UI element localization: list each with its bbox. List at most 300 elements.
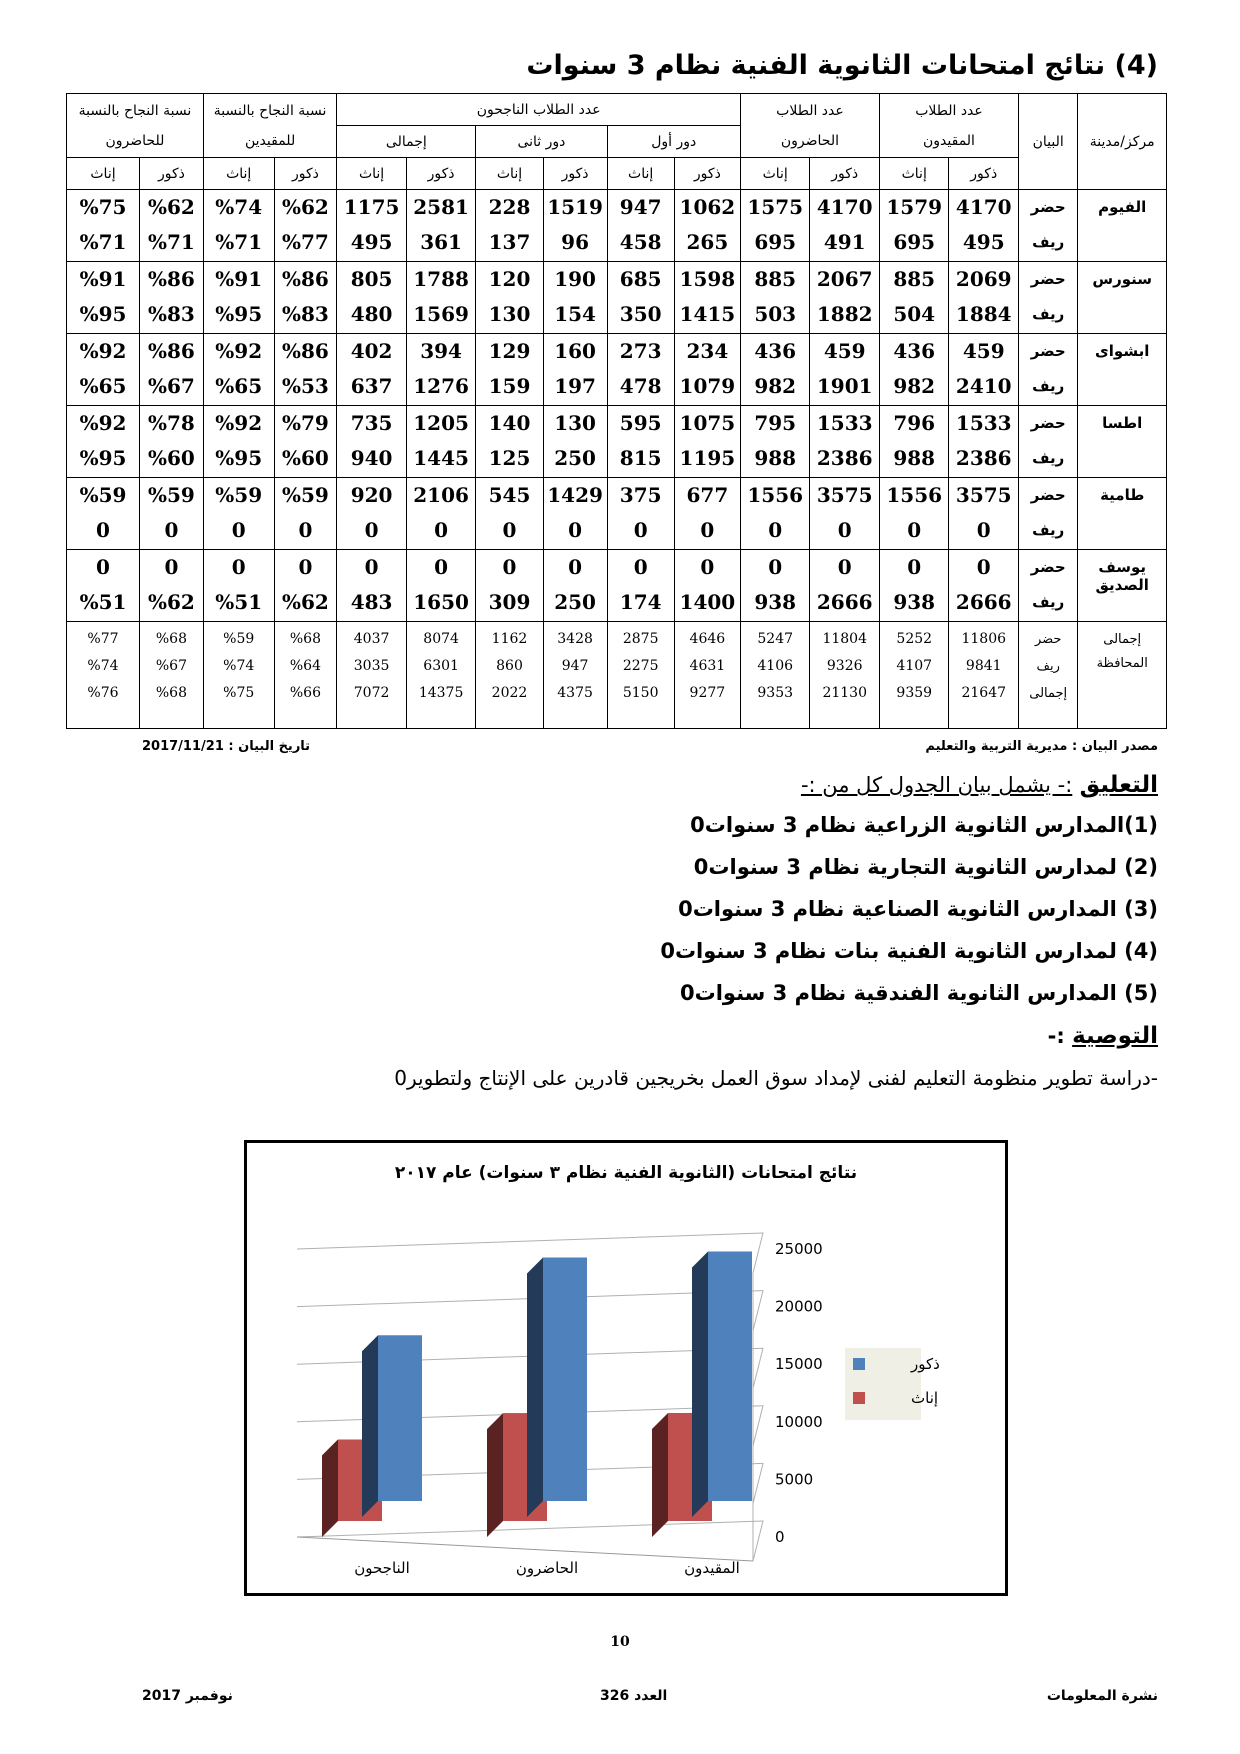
footer-publication: نشرة المعلومات — [1046, 1688, 1158, 1704]
value-cell — [949, 333, 1019, 405]
header-male: ذكور — [949, 158, 1019, 190]
bar — [708, 1252, 752, 1501]
value-cell — [810, 477, 880, 549]
value-cell — [274, 549, 337, 621]
cell-value: 125 — [488, 446, 531, 471]
value-cell — [406, 333, 476, 405]
cell-value: 11806 — [961, 630, 1007, 647]
cell-value: 6301 — [423, 657, 459, 674]
bar-side — [692, 1252, 708, 1517]
cell-value: 402 — [350, 339, 393, 364]
cell-value: 4375 — [557, 684, 593, 701]
item-label: ريف — [1032, 305, 1065, 324]
header-present: عدد الطلاب الحاضرون — [740, 94, 879, 158]
cell-value: %92 — [79, 339, 127, 364]
item-cell — [1019, 621, 1078, 728]
cell-value: 5252 — [896, 630, 933, 647]
cell-value: 982 — [893, 374, 936, 399]
table-row — [67, 549, 1167, 621]
cell-value: 9277 — [689, 684, 726, 701]
item-cell — [1019, 549, 1078, 621]
table-row — [67, 333, 1167, 405]
cell-value: 504 — [893, 302, 936, 327]
cell-value: 159 — [488, 374, 531, 399]
cell-value: 5247 — [757, 630, 794, 647]
city-cell: الفيوم — [1078, 190, 1167, 262]
value-cell — [274, 190, 337, 262]
cell-value: %62 — [282, 195, 329, 220]
bar-side — [362, 1335, 378, 1517]
item-label: ريف — [1032, 449, 1065, 468]
cell-value: %59 — [215, 483, 263, 508]
value-cell — [203, 333, 274, 405]
cell-value: %59 — [79, 483, 127, 508]
value-cell — [476, 405, 543, 477]
cell-value: 2022 — [491, 684, 528, 701]
comment-intro: :- يشمل بيان الجدول كل من :- — [800, 773, 1073, 797]
item-label: حضر — [1030, 198, 1066, 217]
value-cell — [203, 261, 274, 333]
cell-value: 4631 — [689, 657, 726, 674]
cell-value: 1276 — [413, 374, 469, 399]
value-cell — [740, 333, 810, 405]
value-cell — [476, 261, 543, 333]
value-cell — [139, 549, 203, 621]
value-cell — [203, 477, 274, 549]
cell-value: 491 — [823, 230, 866, 255]
recommendation-heading-line — [258, 1023, 1158, 1049]
header-female: إناث — [203, 158, 274, 190]
cell-value: 4107 — [896, 657, 933, 674]
item-label: حضر — [1030, 342, 1066, 361]
cell-value: 1519 — [547, 195, 603, 220]
cell-value: 1175 — [343, 195, 400, 220]
item-label: حضر — [1030, 414, 1066, 433]
value-cell — [476, 333, 543, 405]
value-cell — [810, 190, 880, 262]
data-source: مصدر البيان : مديرية التربية والتعليم — [925, 739, 1158, 754]
cell-value: %62 — [282, 590, 329, 615]
total-value-cell — [879, 621, 949, 728]
results-table — [66, 93, 1167, 729]
cell-value: 5150 — [622, 684, 659, 701]
value-cell — [337, 405, 407, 477]
item-cell — [1019, 405, 1078, 477]
header-item: البيان — [1019, 94, 1078, 190]
item-label: ريف — [1032, 521, 1065, 540]
cell-value: 0 — [976, 518, 991, 543]
comment-item: (5) المدارس الثانوية الفندقية نظام 3 سنوات0 — [680, 981, 1158, 1005]
value-cell — [674, 261, 740, 333]
item-label: ريف — [1036, 658, 1060, 674]
cell-value: %92 — [215, 411, 263, 436]
cell-value: 1445 — [413, 446, 469, 471]
value-cell — [607, 190, 674, 262]
cell-value: 7072 — [353, 684, 390, 701]
value-cell — [337, 261, 407, 333]
cell-value: %60 — [148, 446, 195, 471]
value-cell — [139, 405, 203, 477]
value-cell — [274, 261, 337, 333]
value-cell — [67, 549, 140, 621]
value-cell — [543, 549, 607, 621]
cell-value: 2875 — [622, 630, 659, 647]
header-male: ذكور — [674, 158, 740, 190]
cell-value: 1162 — [491, 630, 528, 647]
cell-value: 0 — [568, 518, 583, 543]
cell-value: 137 — [488, 230, 531, 255]
cell-value: 0 — [700, 555, 715, 580]
cell-value: 0 — [837, 555, 852, 580]
cell-value: 796 — [893, 411, 936, 436]
cell-value: 197 — [554, 374, 596, 399]
cell-value: 2410 — [955, 374, 1012, 399]
recommendation-suffix: :- — [1047, 1024, 1065, 1048]
cell-value: 0 — [231, 518, 246, 543]
item-label: حضر — [1030, 270, 1066, 289]
cell-value: %95 — [215, 302, 263, 327]
y-tick-label: 20000 — [775, 1297, 823, 1316]
cell-value: 436 — [754, 339, 797, 364]
cell-value: 1533 — [816, 411, 873, 436]
bar — [378, 1335, 422, 1501]
cell-value: 0 — [364, 518, 379, 543]
cell-value: 938 — [893, 590, 936, 615]
cell-value: 140 — [488, 411, 531, 436]
cell-value: 9359 — [896, 684, 933, 701]
cell-value: 9326 — [826, 657, 863, 674]
cell-value: %74 — [223, 657, 255, 674]
cell-value: 309 — [488, 590, 531, 615]
header-city: مركز/مدينة — [1078, 94, 1167, 190]
cell-value: %59 — [148, 483, 195, 508]
value-cell — [949, 190, 1019, 262]
value-cell — [406, 477, 476, 549]
cell-value: 0 — [907, 518, 922, 543]
city-cell: ابشواى — [1078, 333, 1167, 405]
cell-value: 695 — [893, 230, 936, 255]
header-female: إناث — [879, 158, 949, 190]
cell-value: 11804 — [822, 630, 867, 647]
item-label: ريف — [1032, 593, 1065, 612]
cell-value: 129 — [488, 339, 531, 364]
value-cell — [543, 261, 607, 333]
total-value-cell — [740, 621, 810, 728]
cell-value: %75 — [223, 684, 255, 701]
cell-value: 458 — [619, 230, 662, 255]
cell-value: 3428 — [557, 630, 593, 647]
cell-value: 2067 — [816, 267, 873, 292]
cell-value: %66 — [289, 684, 321, 701]
legend-swatch — [853, 1392, 865, 1404]
cell-value: 1075 — [679, 411, 736, 436]
header-male: ذكور — [139, 158, 203, 190]
value-cell — [740, 190, 810, 262]
chart-container — [244, 1140, 1008, 1596]
value-cell — [67, 333, 140, 405]
cell-value: 130 — [488, 302, 531, 327]
cell-value: 1598 — [679, 267, 736, 292]
value-cell — [67, 405, 140, 477]
cell-value: 1650 — [413, 590, 469, 615]
recommendation-heading: التوصية — [1072, 1023, 1158, 1049]
value-cell — [810, 405, 880, 477]
cell-value: 1788 — [413, 267, 469, 292]
cell-value: %59 — [282, 483, 329, 508]
cell-value: 545 — [488, 483, 531, 508]
cell-value: 21647 — [961, 684, 1007, 701]
cell-value: 3575 — [816, 483, 873, 508]
total-value-cell — [274, 621, 337, 728]
cell-value: 250 — [554, 446, 596, 471]
cell-value: 860 — [496, 657, 523, 674]
value-cell — [879, 190, 949, 262]
bar-chart — [247, 1143, 1005, 1593]
value-cell — [543, 405, 607, 477]
cell-value: 695 — [754, 230, 797, 255]
total-value-cell — [67, 621, 140, 728]
cell-value: 885 — [754, 267, 797, 292]
comment-item: (3) المدارس الثانوية الصناعية نظام 3 سنوات0 — [678, 897, 1158, 921]
comment-heading: التعليق — [1079, 772, 1158, 798]
value-cell — [337, 190, 407, 262]
item-label: ريف — [1032, 377, 1065, 396]
value-cell — [740, 261, 810, 333]
cell-value: 1579 — [886, 195, 943, 220]
header-passed: عدد الطلاب الناجحون — [337, 94, 741, 126]
total-value-cell — [337, 621, 407, 728]
cell-value: %68 — [155, 684, 187, 701]
value-cell — [337, 549, 407, 621]
cell-value: 0 — [96, 518, 110, 543]
cell-value: %83 — [148, 302, 195, 327]
cell-value: 265 — [686, 230, 729, 255]
y-tick-label: 25000 — [775, 1240, 823, 1258]
y-tick-label: 5000 — [775, 1470, 814, 1489]
total-value-cell — [949, 621, 1019, 728]
cell-value: %77 — [87, 630, 119, 647]
cell-value: 154 — [554, 302, 596, 327]
cell-value: 394 — [420, 339, 462, 364]
cell-value: %91 — [215, 267, 263, 292]
cell-value: 96 — [561, 230, 589, 255]
cell-value: %71 — [148, 230, 195, 255]
cell-value: 1882 — [816, 302, 873, 327]
cell-value: 3035 — [353, 657, 390, 674]
value-cell — [674, 190, 740, 262]
cell-value: 8074 — [423, 630, 459, 647]
cell-value: %86 — [148, 267, 195, 292]
cell-value: 234 — [686, 339, 729, 364]
value-cell — [67, 261, 140, 333]
cell-value: %92 — [215, 339, 263, 364]
value-cell — [949, 261, 1019, 333]
comment-item: (4) لمدارس الثانوية الفنية بنات نظام 3 سنوات0 — [660, 939, 1158, 963]
cell-value: 735 — [350, 411, 393, 436]
cell-value: %86 — [148, 339, 195, 364]
value-cell — [543, 190, 607, 262]
city-cell: سنورس — [1078, 261, 1167, 333]
item-label: ريف — [1032, 233, 1065, 252]
cell-value: 459 — [823, 339, 866, 364]
header-total: إجمالى — [337, 126, 476, 158]
value-cell — [67, 477, 140, 549]
cell-value: %92 — [79, 411, 127, 436]
cell-value: 677 — [686, 483, 729, 508]
cell-value: 0 — [837, 518, 852, 543]
item-cell — [1019, 477, 1078, 549]
cell-value: 0 — [907, 555, 922, 580]
value-cell — [543, 333, 607, 405]
header-female: إناث — [607, 158, 674, 190]
header-female: إناث — [337, 158, 407, 190]
cell-value: %79 — [282, 411, 329, 436]
value-cell — [406, 549, 476, 621]
cell-value: %74 — [215, 195, 263, 220]
header-enrolled: عدد الطلاب المقيدون — [879, 94, 1018, 158]
cell-value: 436 — [893, 339, 936, 364]
x-axis-floor — [297, 1537, 753, 1561]
value-cell — [406, 261, 476, 333]
total-value-cell — [607, 621, 674, 728]
cell-value: 0 — [633, 555, 648, 580]
value-cell — [879, 405, 949, 477]
value-cell — [674, 333, 740, 405]
cell-value: %71 — [79, 230, 127, 255]
value-cell — [607, 477, 674, 549]
city-cell: يوسف الصديق — [1078, 549, 1167, 621]
chart-title: نتائج امتحانات (الثانوية الفنية نظام ٣ سنوات) عام ٢٠١٧ — [394, 1163, 858, 1183]
cell-value: 503 — [754, 302, 797, 327]
page-number: 10 — [610, 1634, 630, 1650]
value-cell — [740, 477, 810, 549]
page-title: (4) نتائج امتحانات الثانوية الفنية نظام 3 سنوات — [526, 50, 1158, 81]
value-cell — [139, 333, 203, 405]
cell-value: 4170 — [816, 195, 873, 220]
cell-value: 1901 — [816, 374, 873, 399]
value-cell — [740, 549, 810, 621]
cell-value: 2666 — [955, 590, 1012, 615]
cell-value: 2069 — [955, 267, 1012, 292]
bar-side — [652, 1413, 668, 1537]
value-cell — [879, 477, 949, 549]
table-row — [67, 261, 1167, 333]
cell-value: 459 — [962, 339, 1005, 364]
cell-value: 0 — [231, 555, 246, 580]
cell-value: %68 — [289, 630, 321, 647]
cell-value: %86 — [282, 339, 329, 364]
cell-value: %62 — [148, 195, 195, 220]
value-cell — [810, 333, 880, 405]
item-cell — [1019, 261, 1078, 333]
value-cell — [337, 477, 407, 549]
cell-value: 3575 — [955, 483, 1012, 508]
cell-value: 9841 — [965, 657, 1002, 674]
cell-value: 805 — [350, 267, 393, 292]
item-label: حضر — [1034, 631, 1062, 647]
value-cell — [139, 190, 203, 262]
value-cell — [476, 477, 543, 549]
table-total-row — [67, 621, 1167, 728]
cell-value: 9353 — [757, 684, 794, 701]
total-value-cell — [476, 621, 543, 728]
table-row — [67, 477, 1167, 549]
cell-value: 0 — [502, 555, 517, 580]
bar — [543, 1258, 587, 1501]
cell-value: 0 — [164, 555, 179, 580]
legend-swatch — [853, 1358, 865, 1370]
total-value-cell — [810, 621, 880, 728]
value-cell — [674, 477, 740, 549]
cell-value: 637 — [350, 374, 393, 399]
cell-value: 120 — [488, 267, 531, 292]
y-tick-label: 0 — [775, 1528, 785, 1546]
cell-value: %51 — [215, 590, 263, 615]
cell-value: 947 — [561, 657, 589, 674]
cell-value: 21130 — [822, 684, 867, 701]
cell-value: 2666 — [816, 590, 873, 615]
cell-value: 4170 — [955, 195, 1012, 220]
cell-value: 885 — [893, 267, 936, 292]
cell-value: 940 — [350, 446, 393, 471]
cell-value: %67 — [148, 374, 195, 399]
cell-value: 495 — [350, 230, 393, 255]
header-round1: دور أول — [607, 126, 740, 158]
cell-value: 190 — [554, 267, 596, 292]
cell-value: %65 — [215, 374, 263, 399]
cell-value: 595 — [619, 411, 662, 436]
cell-value: %77 — [282, 230, 329, 255]
x-category-label: الناجحون — [354, 1559, 410, 1577]
y-tick-label: 15000 — [775, 1355, 823, 1374]
cell-value: 0 — [633, 518, 648, 543]
cell-value: 174 — [619, 590, 662, 615]
comment-item: (1)المدارس الثانوية الزراعية نظام 3 سنوات0 — [690, 813, 1158, 837]
cell-value: 0 — [434, 555, 449, 580]
cell-value: %62 — [148, 590, 195, 615]
value-cell — [607, 261, 674, 333]
value-cell — [203, 405, 274, 477]
cell-value: 2581 — [413, 195, 469, 220]
cell-value: 4646 — [689, 630, 726, 647]
cell-value: %67 — [155, 657, 187, 674]
x-category-label: الحاضرون — [515, 1559, 579, 1577]
city-cell: طامية — [1078, 477, 1167, 549]
header-rate-present: نسبة النجاح بالنسبة للحاضرون — [67, 94, 204, 158]
value-cell — [139, 477, 203, 549]
value-cell — [879, 333, 949, 405]
value-cell — [203, 549, 274, 621]
value-cell — [740, 405, 810, 477]
cell-value: %95 — [79, 302, 127, 327]
header-male: ذكور — [543, 158, 607, 190]
item-cell — [1019, 190, 1078, 262]
header-round2: دور ثانى — [476, 126, 607, 158]
data-date: تاريخ البيان : 2017/11/21 — [142, 739, 311, 754]
value-cell — [879, 261, 949, 333]
cell-value: 0 — [298, 518, 313, 543]
value-cell — [274, 477, 337, 549]
total-value-cell — [203, 621, 274, 728]
cell-value: 1400 — [679, 590, 736, 615]
total-value-cell — [406, 621, 476, 728]
cell-value: %95 — [215, 446, 263, 471]
cell-value: 350 — [619, 302, 662, 327]
cell-value: 0 — [768, 518, 783, 543]
cell-value: 478 — [619, 374, 662, 399]
city-cell: اطسا — [1078, 405, 1167, 477]
cell-value: 0 — [768, 555, 783, 580]
